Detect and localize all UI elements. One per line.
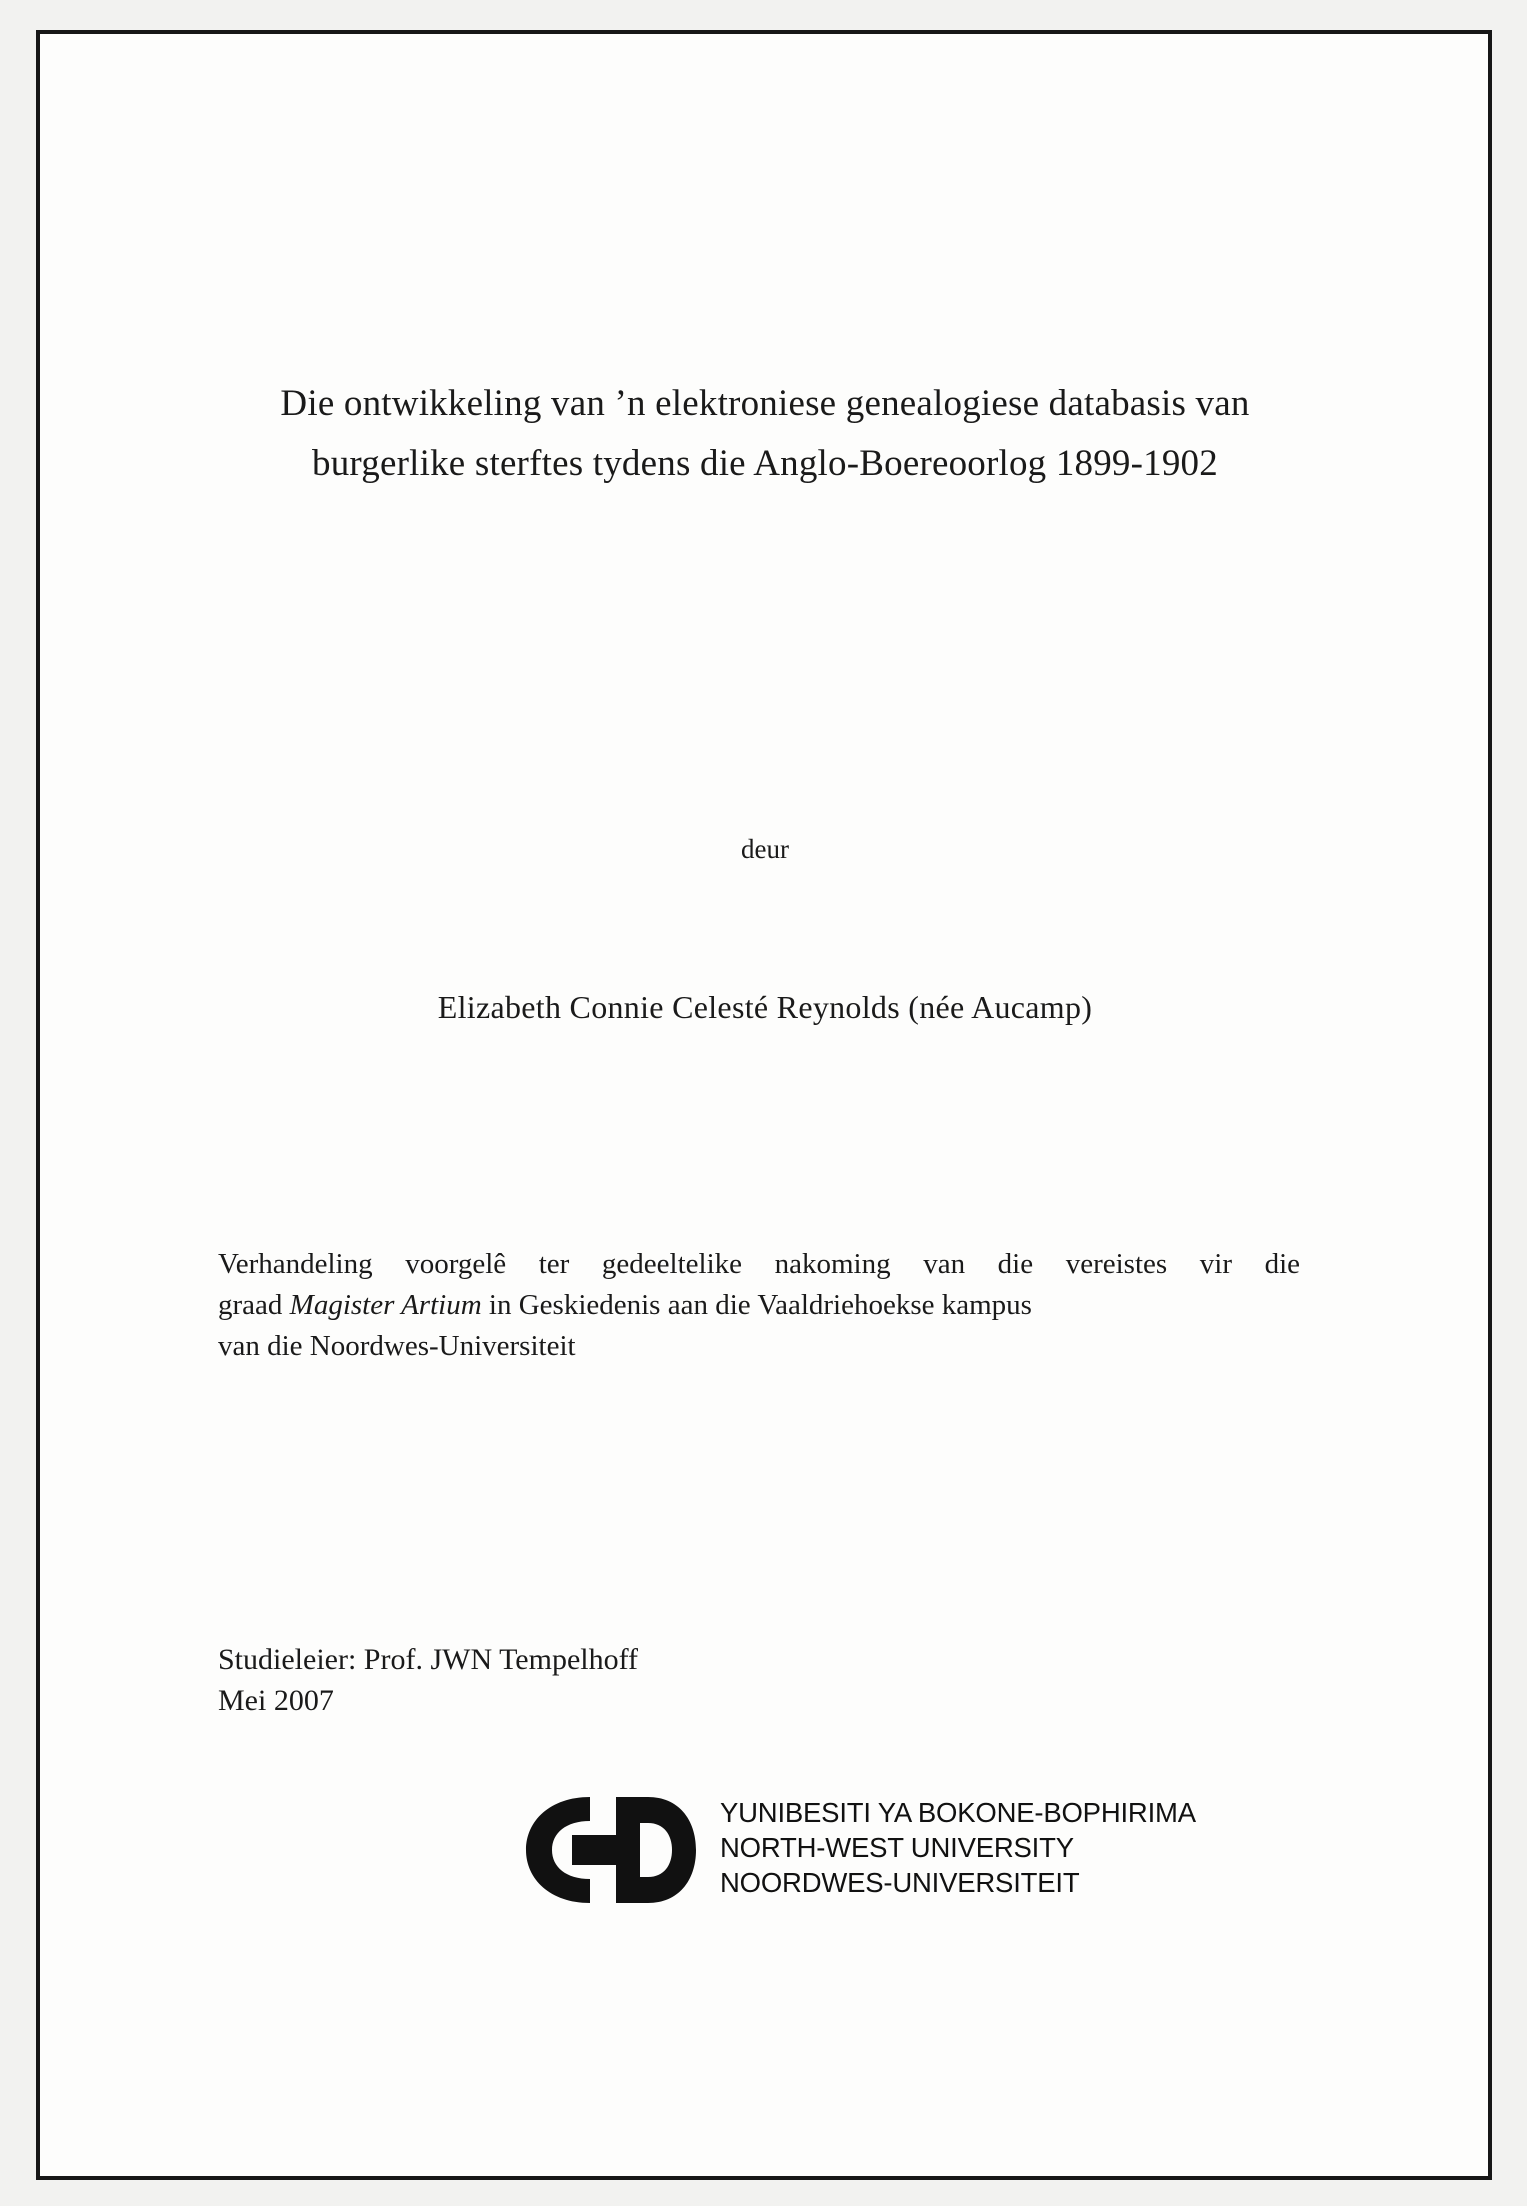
logo-text-line-2: NORTH-WEST UNIVERSITY <box>720 1832 1074 1864</box>
author-name: Elizabeth Connie Celesté Reynolds (née Aucamp) <box>437 989 1093 1025</box>
by-label: deur <box>741 834 789 864</box>
degree-statement-line-1: Verhandeling voorgelê ter gedeeltelike nakoming van die vereistes vir die <box>218 1248 1300 1280</box>
title-line-2: burgerlike sterftes tydens die Anglo-Boereoorlog 1899-1902 <box>312 442 1218 484</box>
degree-statement-line-2-post: in Geskiedenis aan die Vaaldriehoekse kampus <box>481 1289 1032 1322</box>
page-sheet <box>40 34 1488 2176</box>
university-logo-block <box>520 1789 1240 1919</box>
logo-text-line-3: NOORDWES-UNIVERSITEIT <box>720 1867 1080 1899</box>
university-logo-text <box>720 1795 1196 1901</box>
degree-statement-line-3: van die Noordwes-Universiteit <box>218 1330 576 1363</box>
page-border-frame <box>36 30 1492 2180</box>
degree-statement <box>218 1244 1300 1368</box>
north-west-university-logo-icon <box>520 1791 710 1909</box>
title-line-1: Die ontwikkeling van ’n elektroniese genealogiese databasis van <box>280 383 1250 424</box>
degree-name-italic: Magister Artium <box>289 1289 482 1322</box>
date-line: Mei 2007 <box>218 1684 334 1717</box>
degree-statement-line-2-pre: graad <box>218 1289 290 1322</box>
degree-statement-line-2 <box>218 1285 1300 1326</box>
supervisor-line: Studieleier: Prof. JWN Tempelhoff <box>218 1643 639 1676</box>
logo-text-line-1: YUNIBESITI YA BOKONE-BOPHIRIMA <box>720 1797 1196 1828</box>
title-page-content <box>190 34 1340 2176</box>
page-title <box>190 374 1340 494</box>
